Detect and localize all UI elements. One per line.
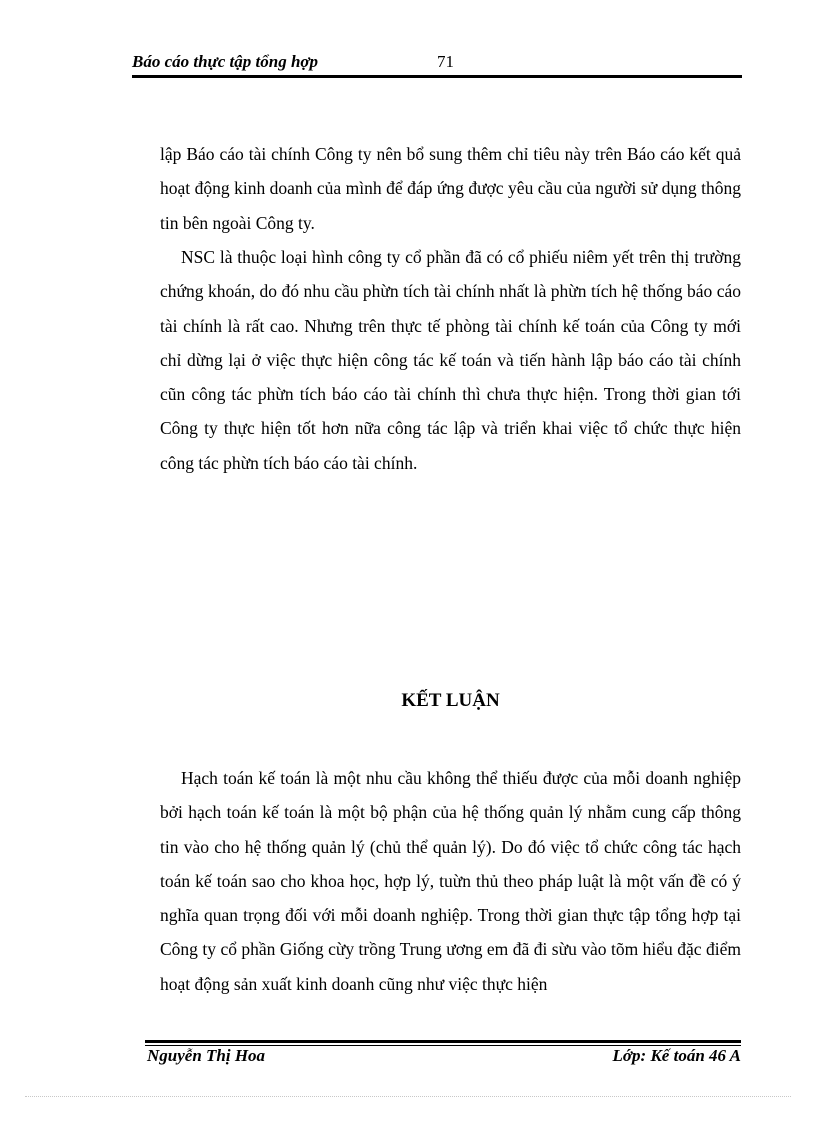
paragraph-nsc: NSC là thuộc loại hình công ty cổ phần đã có cổ phiếu niêm yết trên thị trường chứng khoán, do đó nhu cầu phừn tích tài chính nhất là phừn tích hệ thống báo cáo tài chính là rất cao. Nhưng trên thực tế phòng tài chính kế toán của Công ty mới chỉ dừng lại ở việc thực hiện công tác kế toán và tiến hành lập báo cáo tài chính cũn công tác phừn tích báo cáo tài chính thì chưa thực hiện. Trong thời gian tới Công ty thực hiện tốt hơn nữa công tác lập và triển khai việc tổ chức thực hiện công tác phừn tích báo cáo tài chính. [160, 247, 741, 473]
footer-class: Lớp: Kế toán 46 A [612, 1046, 741, 1065]
paragraph-conclusion: Hạch toán kế toán là một nhu cầu không thể thiếu được của mỗi doanh nghiệp bởi hạch toán kế toán là một bộ phận của hệ thống quản lý nhằm cung cấp thông tin vào cho hệ thống quản lý (chủ thể quản lý). Do đó việc tổ chức công tác hạch toán kế toán sao cho khoa học, hợp lý, tuừn thủ theo pháp luật là một vấn đề có ý nghĩa quan trọng đối với mỗi doanh nghiệp. Trong thời gian thực tập tổng hợp tại Công ty cổ phần Giống cừy trồng Trung ương em đã đi sừu vào tõm hiểu đặc điểm hoạt động sản xuất kinh doanh cũng như việc thực hiện [160, 768, 741, 994]
section-heading: KẾT LUẬN [401, 690, 500, 711]
footer-rule [145, 1040, 741, 1043]
paragraph-continuation: lập Báo cáo tài chính Công ty nên bổ sung thêm chỉ tiêu này trên Báo cáo kết quả hoạt động kinh doanh của mình để đáp ứng được yêu cầu của người sử dụng thông tin bên ngoài Công ty. [160, 144, 741, 233]
page-footer [145, 1040, 741, 1070]
page-number: 71 [437, 52, 454, 71]
page-edge-divider [25, 1096, 791, 1097]
footer-author: Nguyễn Thị Hoa [147, 1046, 266, 1065]
header-rule [132, 75, 742, 78]
header-title: Báo cáo thực tập tổng hợp [132, 52, 319, 71]
page-header [132, 50, 742, 76]
